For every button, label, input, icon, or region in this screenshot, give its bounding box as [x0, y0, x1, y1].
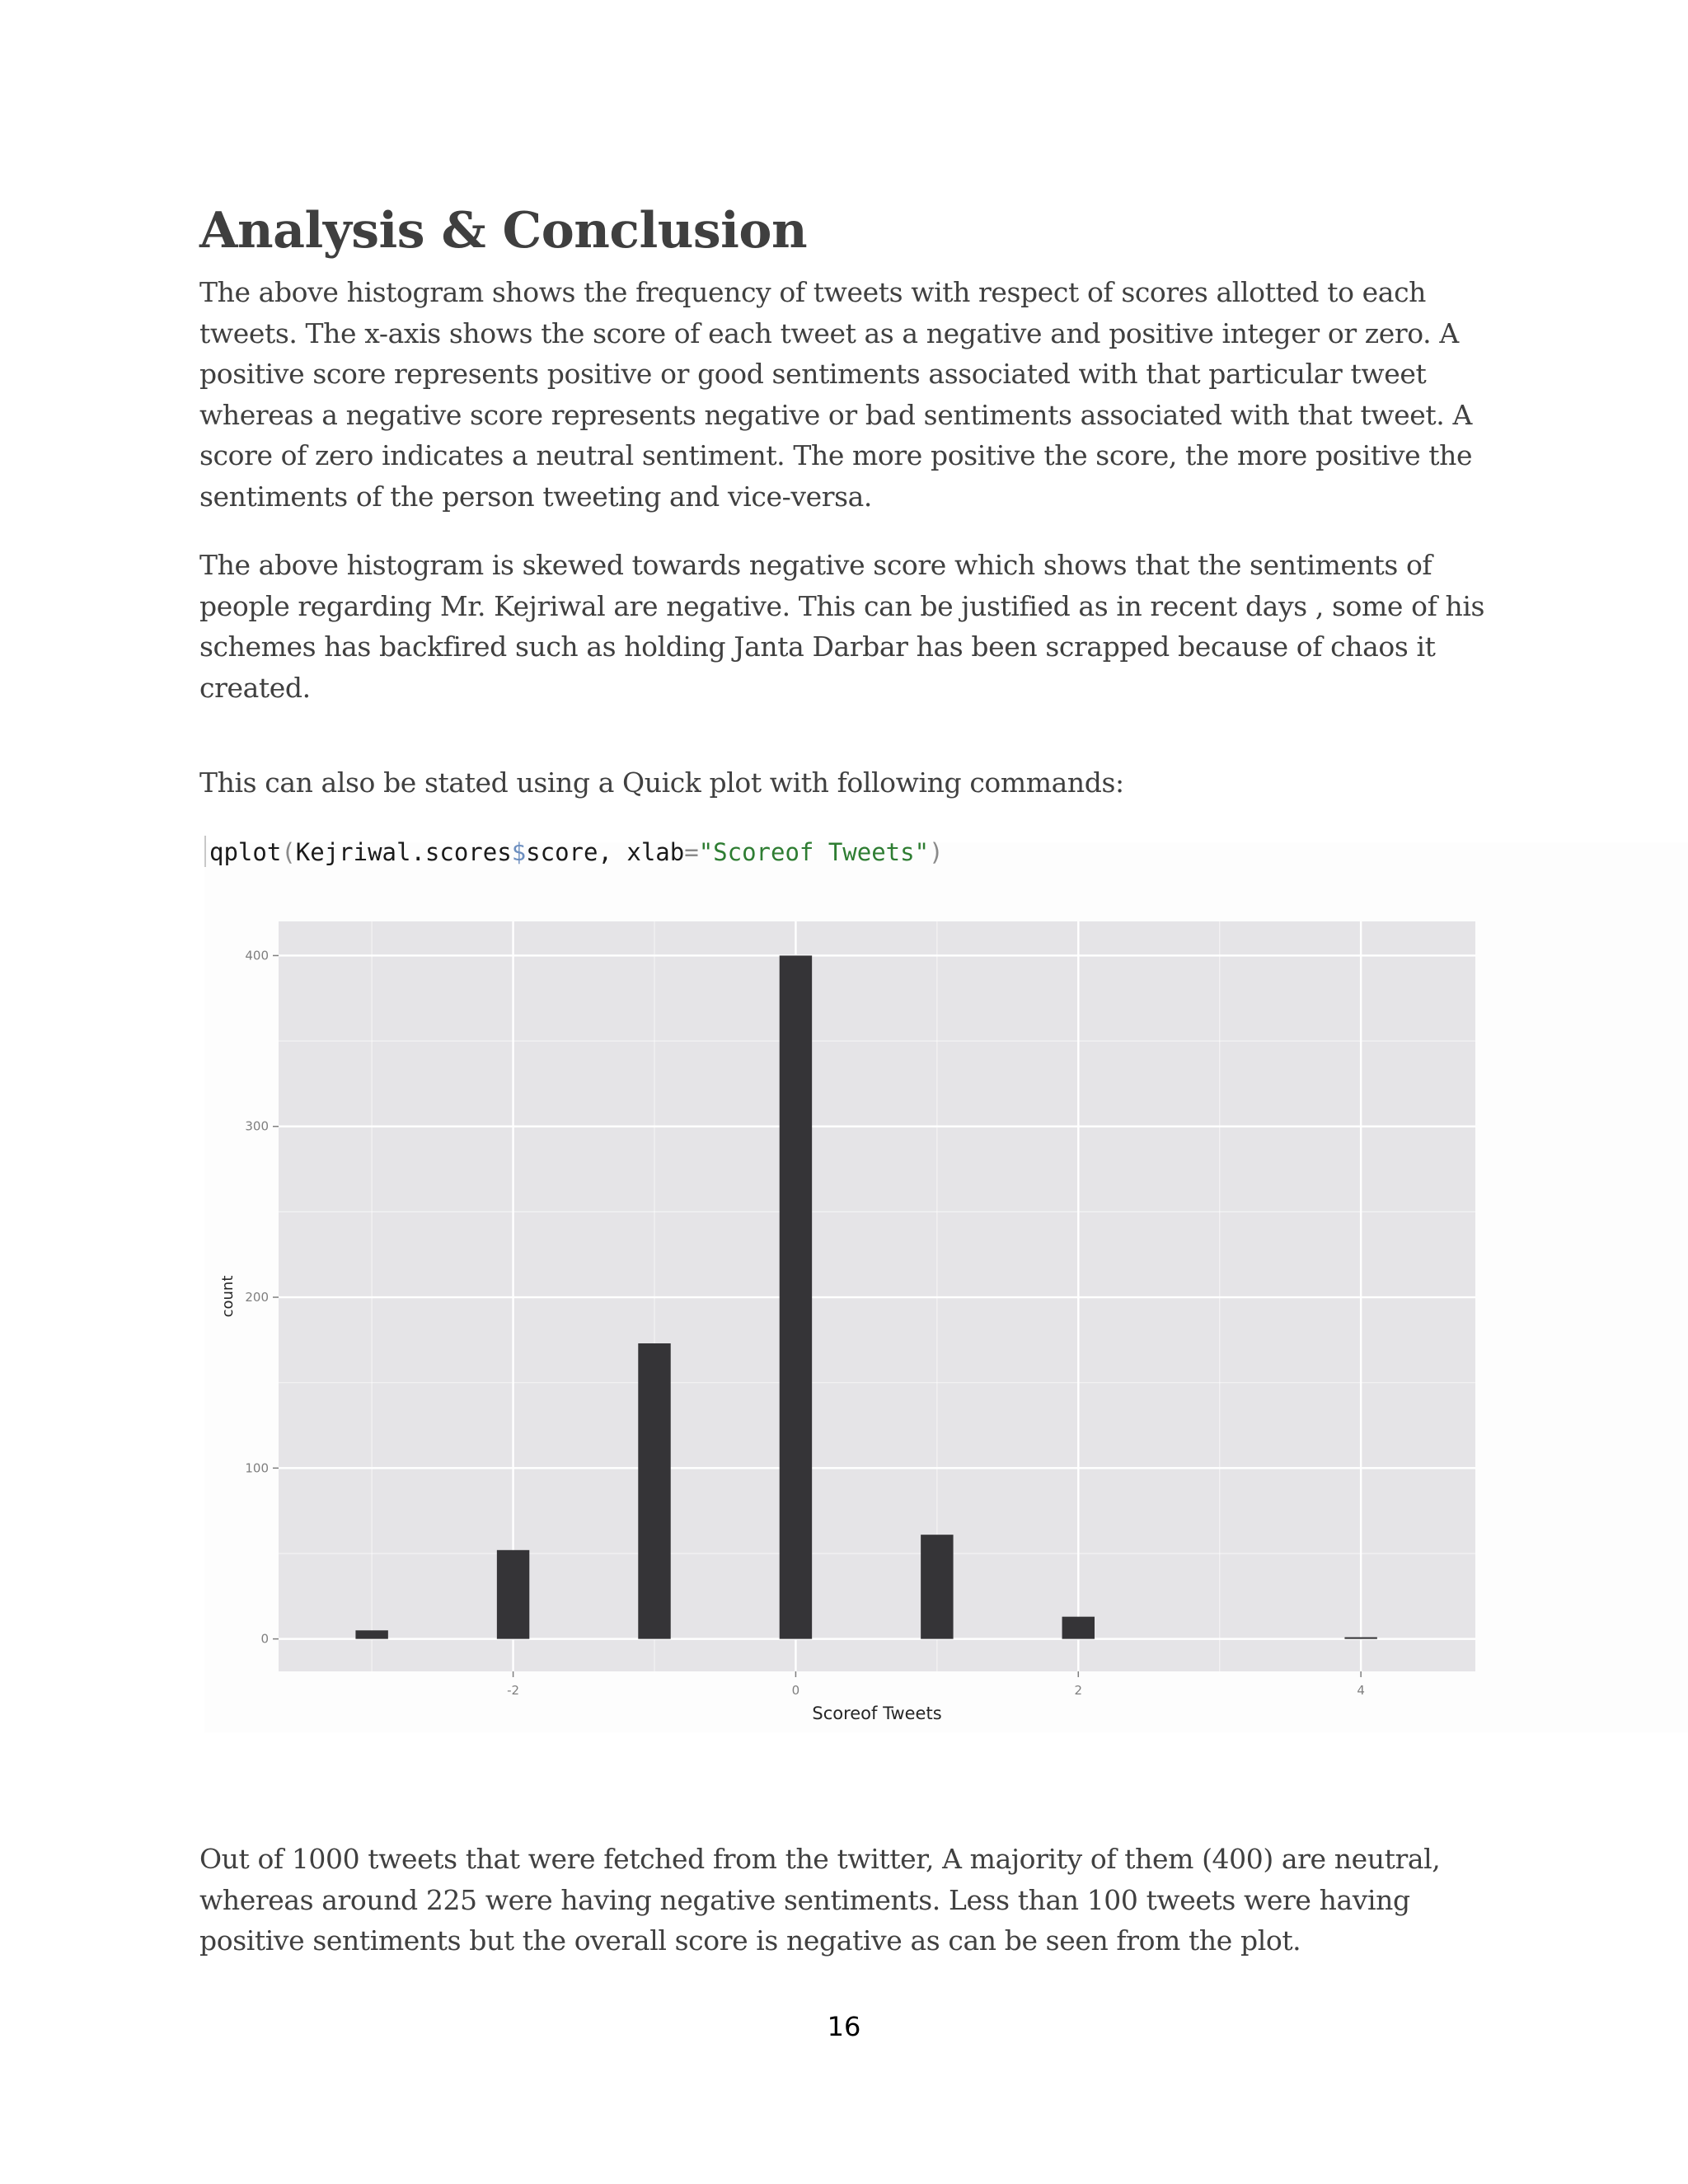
code-string: "Scoreof Tweets": [698, 838, 930, 866]
histogram-bar: [355, 1630, 387, 1638]
x-tick-label: -2: [507, 1683, 520, 1698]
code-argument: xlab: [626, 838, 685, 866]
paragraph-histogram-description: The above histogram shows the frequency of tweets with respect of scores allotted to each tweets. The x-axis shows the score of each tweet as a negative and positive integer or zero. A positive score represents positive or good sentiments associated with that particular tweet whereas a negative score represents negative or bad sentiments associated with that tweet. A score of zero indicates a neutral sentiment. The more positive the score, the more positive the sentiments of the person tweeting and vice-versa.: [199, 276, 1473, 513]
histogram-bar: [638, 1343, 670, 1639]
y-tick-label: 100: [245, 1460, 269, 1476]
histogram-bar: [921, 1535, 953, 1638]
code-object: Kejriwal.scores: [295, 838, 512, 866]
code-function: qplot: [209, 838, 282, 866]
code-comma: ,: [598, 838, 627, 866]
x-axis-title: Scoreof Tweets: [812, 1704, 942, 1723]
y-tick-label: 0: [260, 1631, 269, 1647]
page-number: 16: [827, 2011, 861, 2042]
paragraph-quick-plot-intro: This can also be stated using a Quick plot with following commands:: [199, 766, 1124, 799]
paragraph-skew-explanation: The above histogram is skewed towards negative score which shows that the sentiments of people regarding Mr. Kejriwal are negative. This can be justified as in recent days , some of his schemes has backfired such as holding Janta Darbar has been scrapped because of chaos it created.: [199, 549, 1485, 704]
code-dollar: $: [511, 838, 527, 866]
histogram-bar: [780, 955, 812, 1638]
x-tick-label: 4: [1357, 1683, 1365, 1698]
code-field: score: [526, 838, 598, 866]
y-tick-label: 400: [245, 948, 269, 963]
histogram-bar: [1062, 1617, 1095, 1639]
code-snippet: [209, 834, 944, 870]
y-tick-label: 200: [245, 1290, 269, 1305]
y-axis-title: count: [219, 1275, 237, 1318]
code-open-paren: (: [281, 838, 296, 866]
histogram-bar: [497, 1550, 529, 1639]
section-heading: Analysis & Conclusion: [199, 202, 808, 260]
x-tick-label: 2: [1074, 1683, 1083, 1698]
y-tick-label: 300: [245, 1118, 269, 1134]
score-histogram-chart: [204, 898, 1490, 1731]
paragraph-summary: Out of 1000 tweets that were fetched from the twitter, A majority of them (400) are neutral, whereas around 225 were having negative sentiments. Less than 100 tweets were having positive sentiments but the overall score is negative as can be seen from the plot.: [199, 1843, 1441, 1957]
code-equals: =: [684, 838, 699, 866]
code-cursor: [204, 836, 206, 867]
code-close-paren: ): [929, 838, 944, 866]
histogram-bar: [1344, 1638, 1376, 1639]
x-tick-label: 0: [791, 1683, 800, 1698]
